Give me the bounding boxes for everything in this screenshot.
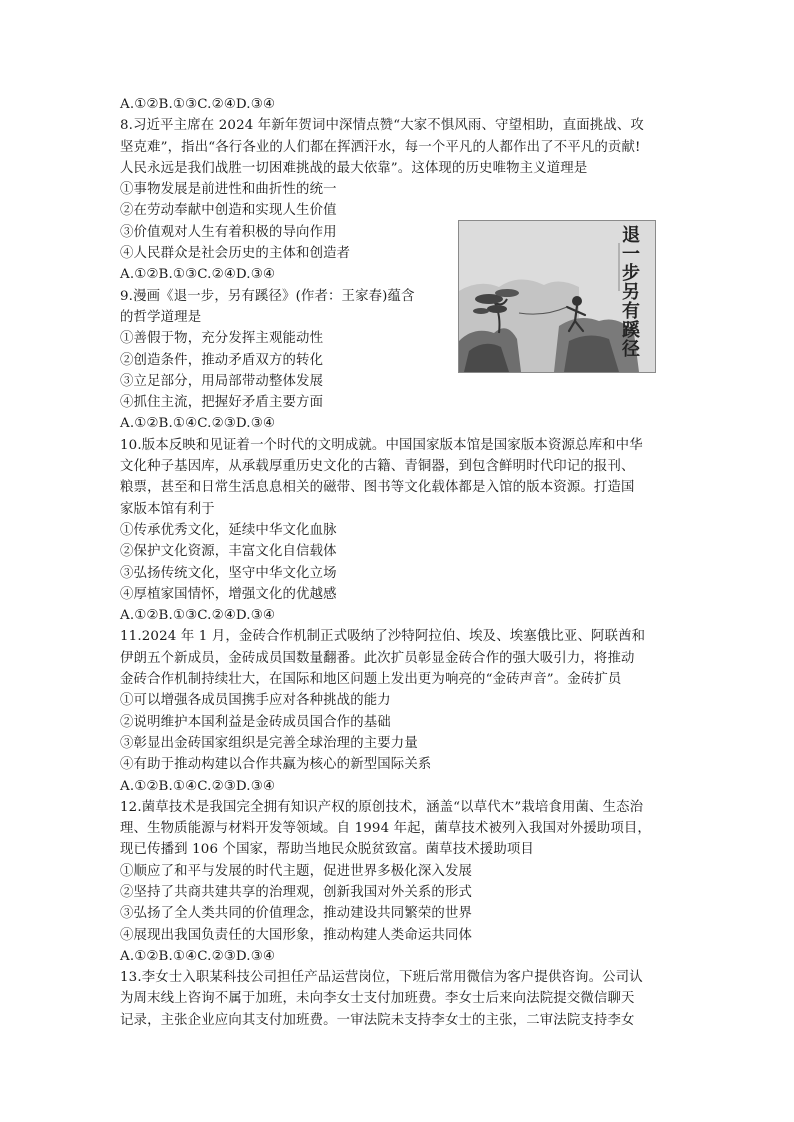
question-10 (120, 435, 686, 627)
question-stem-line: 9.漫画《退一步，另有蹊径》(作者：王家春)蕴含 (120, 288, 415, 304)
statement: ②在劳动奉献中创造和实现人生价值 (120, 203, 337, 219)
answer-options: A.①②B.①④C.②③D.③④ (120, 948, 275, 964)
answer-options: A.①②B.①③C.②④D.③④ (120, 97, 275, 112)
question-stem-line: 粮票，甚至和日常生活息息相关的磁带、图书等文化载体都是入馆的版本资源。打造国 (120, 480, 635, 496)
statement: ④展现出我国负责任的大国形象，推动构建人类命运共同体 (120, 927, 473, 943)
statement: ④人民群众是社会历史的主体和创造者 (120, 246, 351, 262)
statement: ③弘扬了全人类共同的价值理念，推动建设共同繁荣的世界 (120, 906, 473, 922)
statement: ③立足部分，用局部带动整体发展 (120, 373, 324, 389)
statement: ①传承优秀文化，延续中华文化血脉 (120, 522, 337, 538)
question-stem-line: 理、生物质能源与材料开发等领域。自 1994 年起，菌草技术被列入我国对外援助项目， (120, 821, 651, 837)
question-stem-line: 为周末线上咨询不属于加班，未向李女士支付加班费。李女士后来向法院提交微信聊天 (120, 991, 635, 1007)
statement: ④有助于推动构建以合作共赢为核心的新型国际关系 (120, 757, 432, 773)
statement: ③弘扬传统文化，坚守中华文化立场 (120, 565, 337, 581)
question-7-tail (120, 94, 686, 115)
question-stem-line: 坚克难”，指出“各行各业的人们都在挥洒汗水，每一个平凡的人都作出了不平凡的贡献! (120, 139, 641, 155)
statement: ①顺应了和平与发展的时代主题，促进世界多极化深入发展 (120, 863, 473, 879)
statement: ④厚植家国情怀，增强文化的优越感 (120, 586, 337, 602)
statement: ③彰显出金砖国家组织是完善全球治理的主要力量 (120, 735, 418, 751)
statement: ④抓住主流，把握好矛盾主要方面 (120, 395, 324, 411)
question-stem-line: 10.版本反映和见证着一个时代的文明成就。中国国家版本馆是国家版本资源总库和中华 (120, 437, 643, 453)
statement: ①善假于物，充分发挥主观能动性 (120, 331, 324, 347)
question-stem-line: 文化种子基因库，从承载厚重历史文化的古籍、青铜器，到包含鲜明时代印记的报刊、 (120, 459, 635, 475)
statement: ②创造条件，推动矛盾双方的转化 (120, 352, 324, 368)
answer-options: A.①②B.①③C.②④D.③④ (120, 267, 275, 283)
question-stem-line: 8.习近平主席在 2024 年新年贺词中深情点赞“大家不惧风雨、守望相助，直面挑战、攻 (120, 118, 644, 134)
cartoon-title: 退一步另有蹊径 (619, 225, 640, 358)
question-11 (120, 626, 686, 796)
statement: ③价值观对人生有着积极的导向作用 (120, 224, 337, 240)
question-13 (120, 967, 686, 1031)
question-stem-line: 人民永远是我们战胜一切困难挑战的最大依靠”。这体现的历史唯物主义道理是 (120, 160, 588, 176)
question-stem-line: 11.2024 年 1 月，金砖合作机制正式吸纳了沙特阿拉伯、埃及、埃塞俄比亚、阿联酋和 (120, 629, 646, 645)
statement: ②说明维护本国利益是金砖成员国合作的基础 (120, 714, 391, 730)
question-stem-line: 家版本馆有利于 (120, 501, 215, 517)
statement: ②保护文化资源，丰富文化自信载体 (120, 544, 337, 560)
statement: ①可以增强各成员国携手应对各种挑战的能力 (120, 693, 391, 709)
question-stem-line: 13.李女士入职某科技公司担任产品运营岗位，下班后常用微信为客户提供咨询。公司认 (120, 970, 643, 986)
statement: ①事物发展是前进性和曲折性的统一 (120, 182, 337, 198)
question-stem-line: 金砖合作机制持续壮大，在国际和地区问题上发出更为响亮的“金砖声音”。金砖扩员 (120, 672, 622, 688)
question-stem-line: 伊朗五个新成员，金砖成员国数量翻番。此次扩员彰显金砖合作的强大吸引力，将推动 (120, 650, 635, 666)
cartoon-illustration (458, 220, 656, 373)
answer-options: A.①②B.①④C.②③D.③④ (120, 416, 275, 432)
exam-page (120, 94, 686, 1031)
statement: ②坚持了共商共建共享的治理观，创新我国对外关系的形式 (120, 884, 473, 900)
question-12 (120, 797, 686, 967)
question-stem-line: 记录，主张企业应向其支付加班费。一审法院未支持李女士的主张，二审法院支持李女 (120, 1012, 635, 1028)
answer-options: A.①②B.①③C.②④D.③④ (120, 608, 275, 624)
question-stem-line: 现已传播到 106 个国家，帮助当地民众脱贫致富。菌草技术援助项目 (120, 842, 534, 858)
question-stem-line: 的哲学道理是 (120, 309, 202, 325)
question-stem-line: 12.菌草技术是我国完全拥有知识产权的原创技术，涵盖“以草代木”栽培食用菌、生态治 (120, 799, 644, 815)
answer-options: A.①②B.①④C.②③D.③④ (120, 778, 275, 794)
